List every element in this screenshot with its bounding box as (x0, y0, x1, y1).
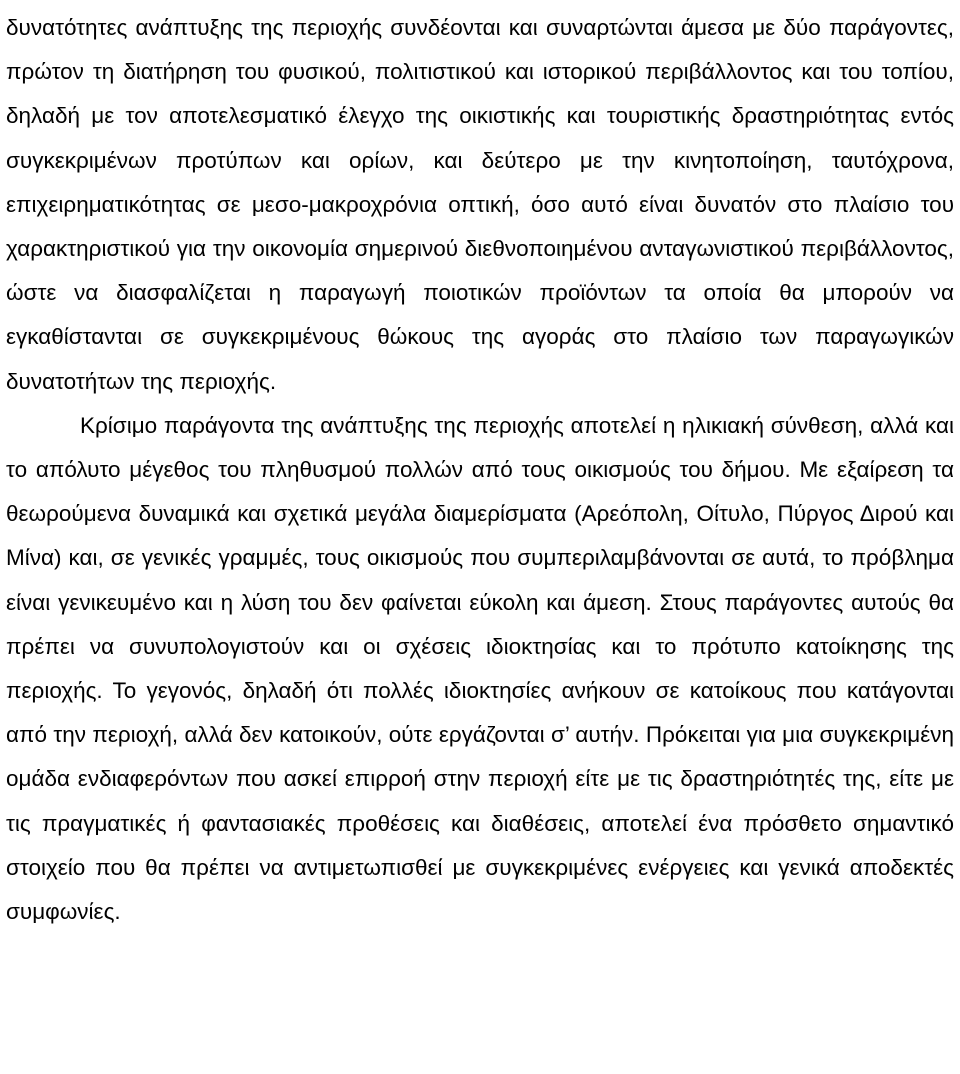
body-paragraph-1: δυνατότητες ανάπτυξης της περιοχής συνδέονται και συναρτώνται άμεσα με δύο παράγοντες, πρώτον τη διατήρηση του φυσικού, πολιτιστικού και ιστορικού περιβάλλοντος και του τοπίου, δηλαδή με τον αποτελεσματικό έλεγχο της οικιστικής και τουριστικής δραστηριότητας εντός συγκεκριμένων προτύπων και ορίων, και δεύτερο με την κινητοποίηση, ταυτόχρονα, επιχειρηματικότητας σε μεσο-μακροχρόνια οπτική, όσο αυτό είναι δυνατόν στο πλαίσιο του χαρακτηριστικού για την οικονομία σημερινού διεθνοποιημένου ανταγωνιστικού περιβάλλοντος, ώστε να διασφαλίζεται η παραγωγή ποιοτικών προϊόντων τα οποία θα μπορούν να εγκαθίστανται σε συγκεκριμένους θώκους της αγοράς στο πλαίσιο των παραγωγικών δυνατοτήτων της περιοχής. (6, 15, 954, 394)
body-paragraph-2: Κρίσιμο παράγοντα της ανάπτυξης της περιοχής αποτελεί η ηλικιακή σύνθεση, αλλά και το απόλυτο μέγεθος του πληθυσμού πολλών από τους οικισμούς του δήμου. Με εξαίρεση τα θεωρούμενα δυναμικά και σχετικά μεγάλα διαμερίσματα (Αρεόπολη, Οίτυλο, Πύργος Διρού και Μίνα) και, σε γενικές γραμμές, τους οικισμούς που συμπεριλαμβάνονται σε αυτά, το πρόβλημα είναι γενικευμένο και η λύση του δεν φαίνεται εύκολη και άμεση. Στους παράγοντες αυτούς θα πρέπει να συνυπολογιστούν και οι σχέσεις ιδιοκτησίας και το πρότυπο κατοίκησης της περιοχής. Το γεγονός, δηλαδή ότι πολλές ιδιοκτησίες ανήκουν σε κατοίκους που κατάγονται από την περιοχή, αλλά δεν κατοικούν, ούτε εργάζονται σ’ αυτήν. Πρόκειται για μια συγκεκριμένη ομάδα ενδιαφερόντων που ασκεί επιρροή στην περιοχή είτε με τις δραστηριότητές της, είτε με τις πραγματικές ή φαντασιακές προθέσεις και διαθέσεις, αποτελεί ένα πρόσθετο σημαντικό στοιχείο που θα πρέπει να αντιμετωπισθεί με συγκεκριμένες ενέργειες και γενικά αποδεκτές συμφωνίες. (6, 412, 954, 925)
